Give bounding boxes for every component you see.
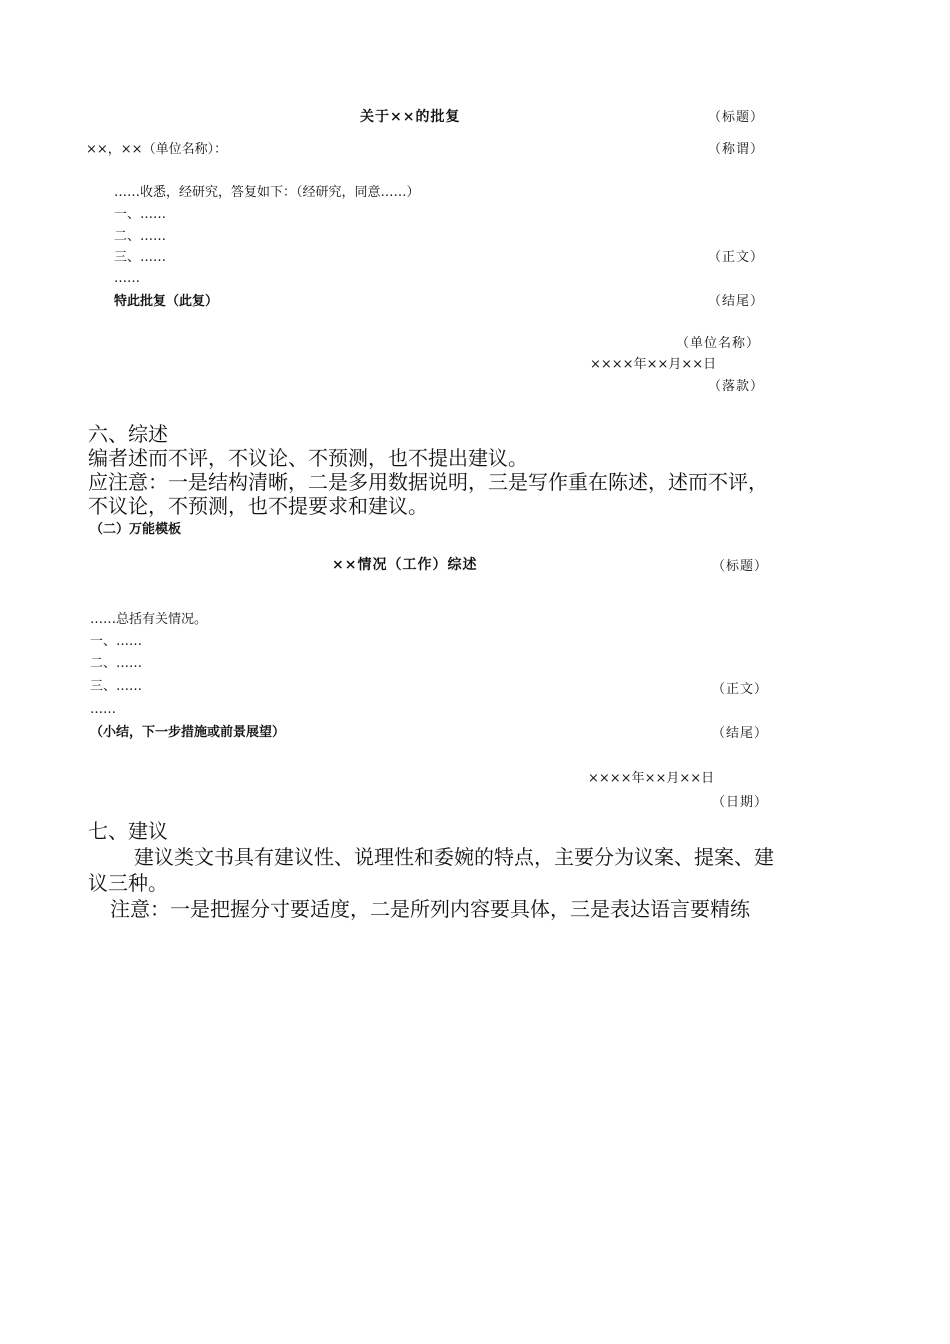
section7-paragraph: 议三种。 <box>88 871 168 895</box>
reply-signature-date: ××××年××月××日 <box>590 357 717 372</box>
section6-paragraph: 编者述而不评，不议论、不预测，也不提出建议。 <box>88 446 528 470</box>
summary-date-tag: （日期） <box>712 795 769 810</box>
reply-closing: 特此批复（此复） <box>114 294 219 309</box>
section7-heading: 七、建议 <box>88 819 168 843</box>
summary-closing-tag: （结尾） <box>712 726 769 741</box>
summary-body-line: 一、…… <box>90 634 143 649</box>
reply-body-line: 二、…… <box>114 229 167 244</box>
summary-date: ××××年××月××日 <box>588 771 715 786</box>
section6-sub-heading: （二）万能模板 <box>90 522 182 537</box>
reply-signature-tag: （落款） <box>708 379 765 394</box>
reply-title: 关于××的批复 <box>360 109 461 125</box>
summary-body-line: …… <box>90 702 116 717</box>
section6-paragraph: 不议论，不预测，也不提要求和建议。 <box>88 494 428 518</box>
summary-title-tag: （标题） <box>712 559 769 574</box>
section7-paragraph: 注意：一是把握分寸要适度，二是所列内容要具体，三是表达语言要精练 <box>110 897 750 921</box>
reply-body-line: ……收悉，经研究，答复如下：（经研究，同意……） <box>114 185 420 200</box>
section6-paragraph: 应注意：一是结构清晰，二是多用数据说明，三是写作重在陈述，述而不评， <box>88 470 768 494</box>
reply-body-tag: （正文） <box>708 250 765 265</box>
section7-paragraph: 建议类文书具有建议性、说理性和委婉的特点，主要分为议案、提案、建 <box>134 845 774 869</box>
summary-body-line: 二、…… <box>90 656 143 671</box>
summary-body-line: ……总括有关情况。 <box>90 612 208 627</box>
summary-body-line: 三、…… <box>90 679 143 694</box>
reply-title-tag: （标题） <box>708 110 765 125</box>
summary-closing: （小结，下一步措施或前景展望） <box>90 725 286 740</box>
reply-salutation: ××，××（单位名称）： <box>86 142 228 157</box>
reply-body-line: 三、…… <box>114 250 167 265</box>
summary-title: ××情况（工作）综述 <box>332 557 478 573</box>
summary-body-tag: （正文） <box>712 682 769 697</box>
section6-heading: 六、综述 <box>88 422 168 446</box>
reply-body-line: 一、…… <box>114 207 167 222</box>
reply-closing-tag: （结尾） <box>708 294 765 309</box>
reply-body-line: …… <box>114 271 140 286</box>
reply-salutation-tag: （称谓） <box>708 142 765 157</box>
reply-signature-unit: （单位名称） <box>676 336 761 351</box>
